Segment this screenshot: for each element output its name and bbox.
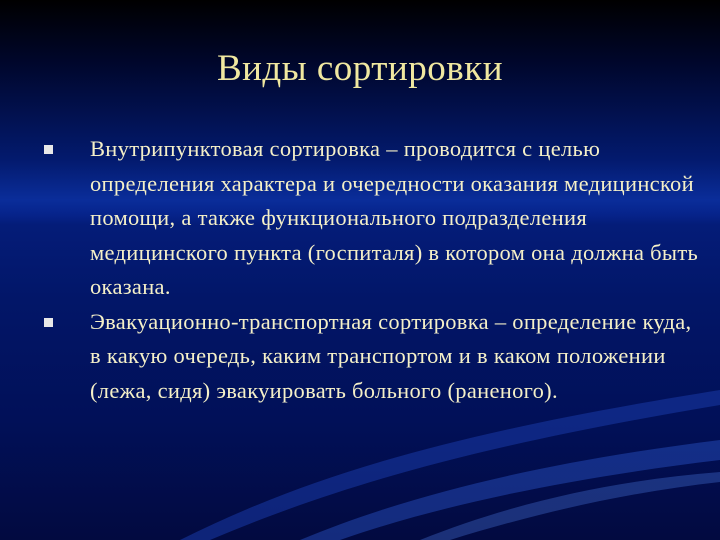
bullet-text: Внутрипунктовая сортировка – проводится с целью определения характера и очередности оказания медицинской помощи, а также функционального подразделения медицинского пункта (госпиталя) в котором она должна быть оказана.: [90, 136, 699, 299]
list-item: [40, 132, 700, 305]
list-item: [40, 305, 700, 409]
square-bullet-icon: [44, 145, 53, 154]
bullet-list: [40, 132, 700, 408]
bullet-text: Эвакуационно-транспортная сортировка – определение куда, в какую очередь, каким транспортом и в каком положении (лежа, сидя) эвакуировать больного (раненого).: [90, 308, 692, 403]
slide-title: Виды сортировки: [216, 48, 504, 89]
square-bullet-icon: [44, 318, 53, 327]
